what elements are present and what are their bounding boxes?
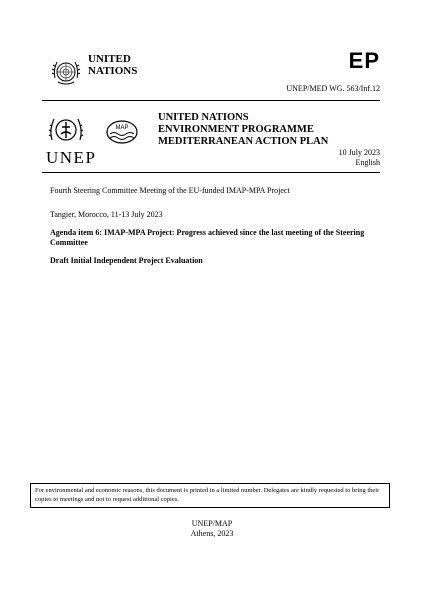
unep-wordmark: UNEP [46,148,97,167]
document-title: Draft Initial Independent Project Evaluation [50,256,203,265]
un-emblem-icon [50,56,82,88]
organization-line3: MEDITERRANEAN ACTION PLAN [158,136,329,147]
organization-line1: UNITED NATIONS [158,112,249,123]
footer [0,519,424,538]
organization-name [158,112,358,148]
footer-publisher: UNEP/MAP [191,519,233,528]
un-name-line2: NATIONS [88,65,138,77]
meeting-name: Fourth Steering Committee Meeting of the EU-funded IMAP-MPA Project [50,186,290,195]
printing-notice: For environmental and economic reasons, this document is printed in a limited number. Delegates are kindly requested to bring their copies to meetings and not to request additional copies. [30,483,390,508]
map-emblem-icon [102,116,142,148]
unep-emblem-icon [46,112,86,148]
document-symbol: UNEP/MED WG. 563/Inf.12 [286,84,380,93]
agenda-item: Agenda item 6: IMAP-MPA Project: Progress achieved since the last meeting of the Steering Committee [50,228,365,247]
dateline [339,148,380,167]
document-language: English [355,157,380,167]
organization-line2: ENVIRONMENT PROGRAMME [158,124,314,135]
document-date: 10 July 2023 [338,148,380,157]
un-name-line1: UNITED [88,53,131,65]
meeting-venue: Tangier, Morocco, 11-13 July 2023 [50,210,163,219]
ep-mark: EP [348,48,380,73]
footer-place-year: Athens, 2023 [190,528,234,538]
header-rule-top [42,100,380,101]
un-name [88,53,178,77]
header-rule-bottom [42,172,380,173]
map-emblem-text: MAP [115,125,129,131]
